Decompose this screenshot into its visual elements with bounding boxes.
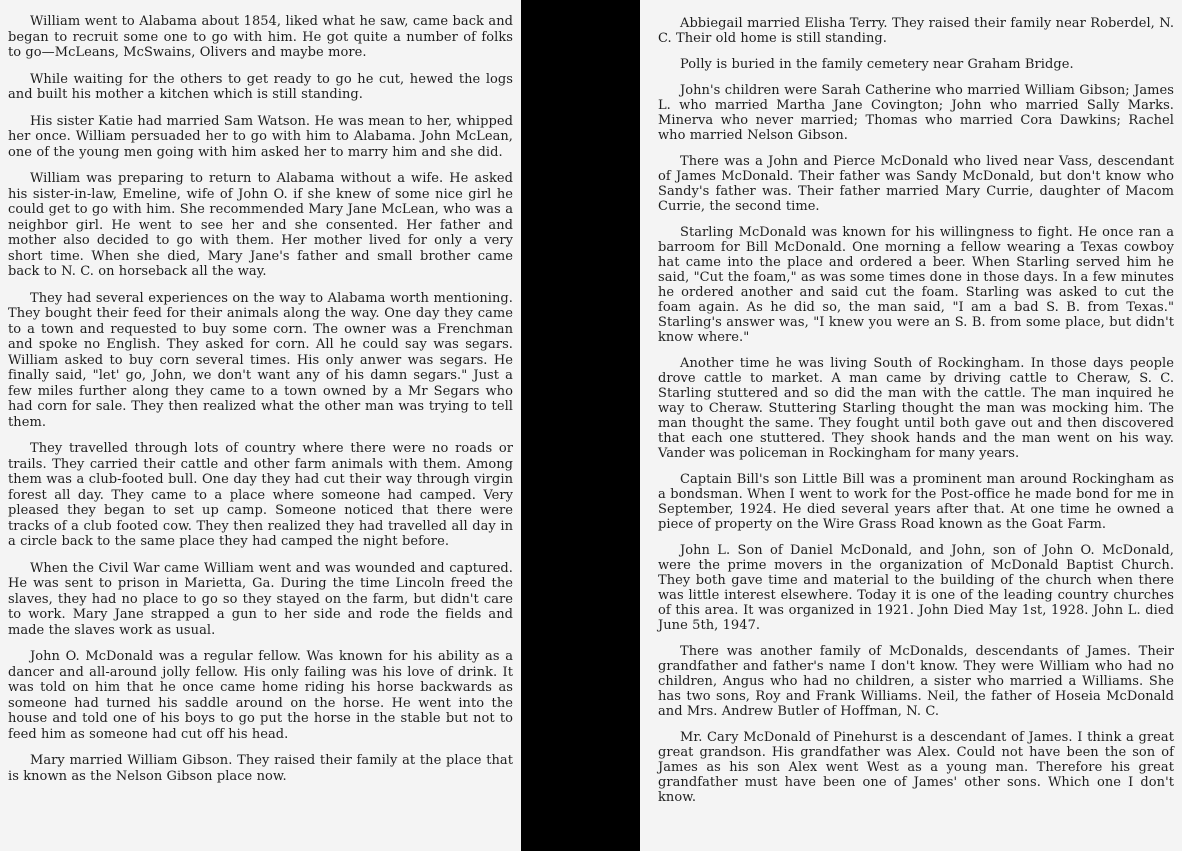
- paragraph: John L. Son of Daniel McDonald, and John, son of John O. McDonald, were the prime movers in the organization of McDonald Baptist Church. They both gave time and material to the building of the church when there was little interest elsewhere. Today it is one of the leading country churches of this area. It was organized in 1921. John Died May 1st, 1928. John L. died June 5th, 1947.: [658, 543, 1174, 633]
- paragraph: Captain Bill's son Little Bill was a prominent man around Rockingham as a bondsman. When I went to work for the Post-office he made bond for me in September, 1924. He died several years after that. At one time he owned a piece of property on the Wire Grass Road known as the Goat Farm.: [658, 472, 1174, 532]
- paragraph: When the Civil War came William went and was wounded and captured. He was sent to prison in Marietta, Ga. During the time Lincoln freed the slaves, they had no place to go so they stayed on the farm, but didn't care to work. Mary Jane strapped a gun to her side and rode the fields and made the slaves work as usual.: [8, 560, 513, 638]
- black-gutter-divider: [521, 0, 640, 851]
- paragraph: Another time he was living South of Rockingham. In those days people drove cattle to market. A man came by driving cattle to Cheraw, S. C. Starling stuttered and so did the man with the cattle. The man inquired he way to Cheraw. Stuttering Starling thought the man was mocking him. The man thought the same. They fought until both gave out and then discovered that each one stuttered. They shook hands and the man went on his way. Vander was policeman in Rockingham for many years.: [658, 356, 1174, 461]
- paragraph: Starling McDonald was known for his willingness to fight. He once ran a barroom for Bill McDonald. One morning a fellow wearing a Texas cowboy hat came into the place and ordered a beer. When Starling served him he said, "Cut the foam," as was some times done in those days. In a few minutes he ordered another and said cut the foam. Starling was asked to cut the foam again. As he did so, the man said, "I am a bad S. B. from Texas." Starling's answer was, "I knew you were an S. B. from some place, but didn't know where.": [658, 225, 1174, 345]
- paragraph: There was another family of McDonalds, descendants of James. Their grandfather and father's name I don't know. They were William who had no children, Angus who had no children, a sister who married a Williams. She has two sons, Roy and Frank Williams. Neil, the father of Hoseia McDonald and Mrs. Andrew Butler of Hoffman, N. C.: [658, 644, 1174, 719]
- paragraph: Mr. Cary McDonald of Pinehurst is a descendant of James. I think a great great grandson. His grandfather was Alex. Could not have been the son of James as his son Alex went West as a young man. Therefore his great grandfather must have been one of James' other sons. Which one I don't know.: [658, 730, 1174, 805]
- paragraph: William was preparing to return to Alabama without a wife. He asked his sister-in-law, Emeline, wife of John O. if she knew of some nice girl he could get to go with him. She recommended Mary Jane McLean, who was a neighbor girl. He went to see her and she consented. Her father and mother also decided to go with them. Her mother lived for only a very short time. When she died, Mary Jane's father and small brother came back to N. C. on horseback all the way.: [8, 171, 513, 279]
- paragraph: John's children were Sarah Catherine who married William Gibson; James L. who married Martha Jane Covington; John who married Sally Marks. Minerva who never married; Thomas who married Cora Dawkins; Rachel who married Nelson Gibson.: [658, 83, 1174, 143]
- paragraph: Polly is buried in the family cemetery near Graham Bridge.: [680, 57, 1074, 72]
- paragraph: While waiting for the others to get ready to go he cut, hewed the logs and built his mother a kitchen which is still standing.: [8, 71, 513, 102]
- right-text-column: [640, 0, 1182, 851]
- paragraph: Abbiegail married Elisha Terry. They raised their family near Roberdel, N. C. Their old home is still standing.: [658, 16, 1174, 46]
- paragraph: They had several experiences on the way to Alabama worth mentioning. They bought their feed for their animals along the way. One day they came to a town and requested to buy some corn. The owner was a Frenchman and spoke no English. They asked for corn. All he could say was segars. William asked to buy corn several times. His only anwer was segars. He finally said, "let' go, John, we don't want any of his damn segars." Just a few miles further along they came to a town owned by a Mr Segars who had corn for sale. They then realized what the other man was trying to tell them.: [8, 290, 513, 430]
- paragraph: There was a John and Pierce McDonald who lived near Vass, descendant of James McDonald. Their father was Sandy McDonald, but don't know who Sandy's father was. Their father married Mary Currie, daughter of Macom Currie, the second time.: [658, 154, 1174, 214]
- paragraph: Mary married William Gibson. They raised their family at the place that is known as the Nelson Gibson place now.: [8, 753, 513, 784]
- paragraph: They travelled through lots of country where there were no roads or trails. They carried their cattle and other farm animals with them. Among them was a club-footed bull. One day they had cut their way through virgin forest all day. They came to a place where someone had camped. Very pleased they began to set up camp. Someone noticed that there were tracks of a club footed cow. They then realized they had travelled all day in a circle back to the same place they had camped the night before.: [8, 441, 513, 549]
- paragraph: John O. McDonald was a regular fellow. Was known for his ability as a dancer and all-around jolly fellow. His only failing was his love of drink. It was told on him that he once came home riding his horse backwards as someone had turned his saddle around on the horse. He went into the house and told one of his boys to go put the horse in the stable but not to feed him as someone had cut off his head.: [8, 649, 513, 742]
- paragraph: His sister Katie had married Sam Watson. He was mean to her, whipped her once. William persuaded her to go with him to Alabama. John McLean, one of the young men going with him asked her to marry him and she did.: [8, 113, 513, 160]
- paragraph: William went to Alabama about 1854, liked what he saw, came back and began to recruit some one to go with him. He got quite a number of folks to go—McLeans, McSwains, Olivers and maybe more.: [8, 14, 513, 60]
- left-text-column: [0, 0, 521, 851]
